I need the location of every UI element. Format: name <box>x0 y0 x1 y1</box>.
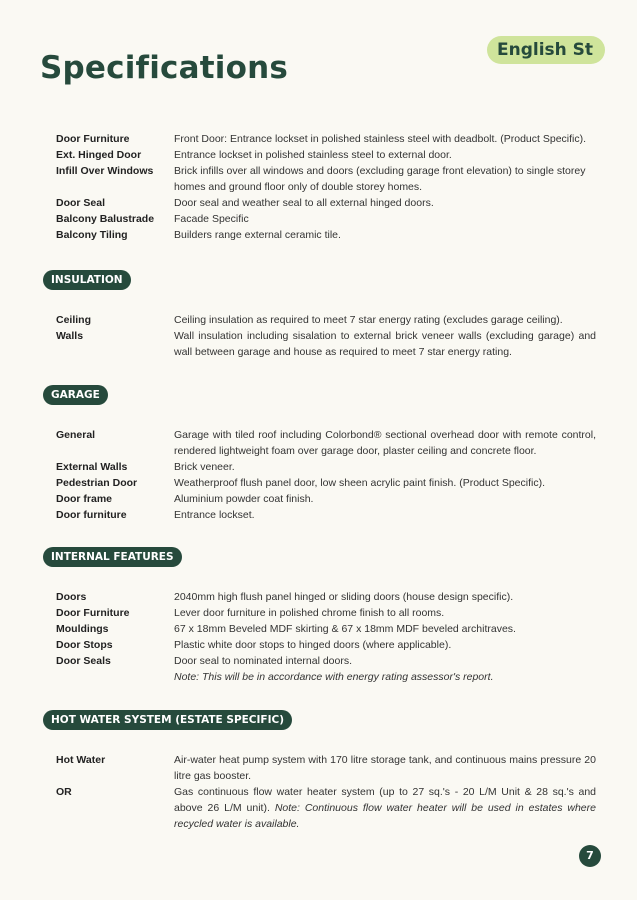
spec-row <box>56 211 596 227</box>
spec-value: 2040mm high flush panel hinged or sliding doors (house design specific). <box>174 591 514 603</box>
spec-label: Pedestrian Door <box>56 477 138 489</box>
spec-value: 67 x 18mm Beveled MDF skirting & 67 x 18mm MDF beveled architraves. <box>174 623 516 635</box>
spec-row <box>56 147 596 163</box>
spec-label: Hot Water <box>56 754 106 766</box>
spec-label: Door Seal <box>56 197 106 209</box>
spec-label: Balcony Tiling <box>56 229 128 241</box>
spec-label: General <box>56 429 96 441</box>
garage-table <box>56 427 596 523</box>
spec-row <box>56 427 596 459</box>
spec-value: Aluminium powder coat finish. <box>174 493 314 505</box>
hot-water-table <box>56 752 596 832</box>
spec-label: Door Seals <box>56 655 111 667</box>
spec-label-empty <box>56 669 174 685</box>
spec-label: Door Furniture <box>56 607 130 619</box>
section-heading: GARAGE <box>43 385 108 405</box>
estate-badge: English St <box>487 36 605 64</box>
spec-label: External Walls <box>56 461 128 473</box>
spec-row <box>56 131 596 147</box>
internal-features-table <box>56 589 596 685</box>
section-heading: HOT WATER SYSTEM (ESTATE SPECIFIC) <box>43 710 292 730</box>
spec-note: Note: This will be in accordance with energy rating assessor's report. <box>174 671 494 683</box>
door-specs-table <box>56 131 596 243</box>
page-number: 7 <box>579 845 601 867</box>
spec-row <box>56 507 596 523</box>
spec-label: Infill Over Windows <box>56 165 154 177</box>
spec-label: Walls <box>56 330 84 342</box>
spec-label: Door furniture <box>56 509 127 521</box>
spec-value: Entrance lockset in polished stainless steel to external door. <box>174 149 452 161</box>
spec-row <box>56 637 596 653</box>
spec-label: Balcony Balustrade <box>56 213 155 225</box>
insulation-table <box>56 312 596 360</box>
section-heading: INTERNAL FEATURES <box>43 547 182 567</box>
spec-label: OR <box>56 786 72 798</box>
spec-label: Door Furniture <box>56 133 130 145</box>
spec-value: Builders range external ceramic tile. <box>174 229 341 241</box>
spec-row <box>56 328 596 360</box>
spec-value: Door seal to nominated internal doors. <box>174 655 353 667</box>
spec-row <box>56 752 596 784</box>
spec-value: Entrance lockset. <box>174 509 255 521</box>
spec-row <box>56 459 596 475</box>
spec-row <box>56 227 596 243</box>
spec-row <box>56 621 596 637</box>
spec-row <box>56 491 596 507</box>
spec-label: Door frame <box>56 493 113 505</box>
spec-value: Facade Specific <box>174 213 249 225</box>
spec-value: Lever door furniture in polished chrome finish to all rooms. <box>174 607 445 619</box>
section-heading: INSULATION <box>43 270 131 290</box>
spec-row <box>56 589 596 605</box>
spec-row <box>56 195 596 211</box>
spec-value: Air-water heat pump system with 170 litre storage tank, and continuous mains pressure 20 litre gas booster. <box>174 754 596 782</box>
spec-row <box>56 163 596 195</box>
spec-value <box>174 784 596 832</box>
spec-value: Garage with tiled roof including Colorbond® sectional overhead door with remote control, rendered lightweight foam over garage door, plaster ceiling and concrete floor. <box>174 429 596 457</box>
page-title: Specifications <box>40 50 289 86</box>
spec-value: Door seal and weather seal to all external hinged doors. <box>174 197 434 209</box>
spec-value: Wall insulation including sisalation to external brick veneer walls (excluding garage) and wall between garage and house as required to meet 7 star energy rating. <box>174 330 596 358</box>
spec-row <box>56 669 596 685</box>
spec-row <box>56 475 596 491</box>
spec-label: Ext. Hinged Door <box>56 149 142 161</box>
spec-row <box>56 784 596 832</box>
spec-value: Brick veneer. <box>174 461 235 473</box>
spec-row <box>56 312 596 328</box>
spec-value: Ceiling insulation as required to meet 7 star energy rating (excludes garage ceiling). <box>174 314 563 326</box>
spec-value: Plastic white door stops to hinged doors (where applicable). <box>174 639 452 651</box>
spec-label: Ceiling <box>56 314 92 326</box>
spec-label: Door Stops <box>56 639 113 651</box>
spec-row <box>56 653 596 669</box>
spec-note: Note: Continuous flow water heater will be used in estates where recycled water is available. <box>174 802 596 830</box>
spec-value-text: Gas continuous flow water heater system (up to 27 sq.'s - 20 L/M Unit & 28 sq.'s and above 26 L/M unit). <box>174 786 596 814</box>
spec-label: Mouldings <box>56 623 109 635</box>
spec-label: Doors <box>56 591 87 603</box>
spec-value: Brick infills over all windows and doors (excluding garage front elevation) to single storey homes and ground floor only of double storey homes. <box>174 165 586 193</box>
spec-row <box>56 605 596 621</box>
spec-value: Front Door: Entrance lockset in polished stainless steel with deadbolt. (Product Specific). <box>174 133 587 145</box>
spec-value: Weatherproof flush panel door, low sheen acrylic paint finish. (Product Specific). <box>174 477 545 489</box>
